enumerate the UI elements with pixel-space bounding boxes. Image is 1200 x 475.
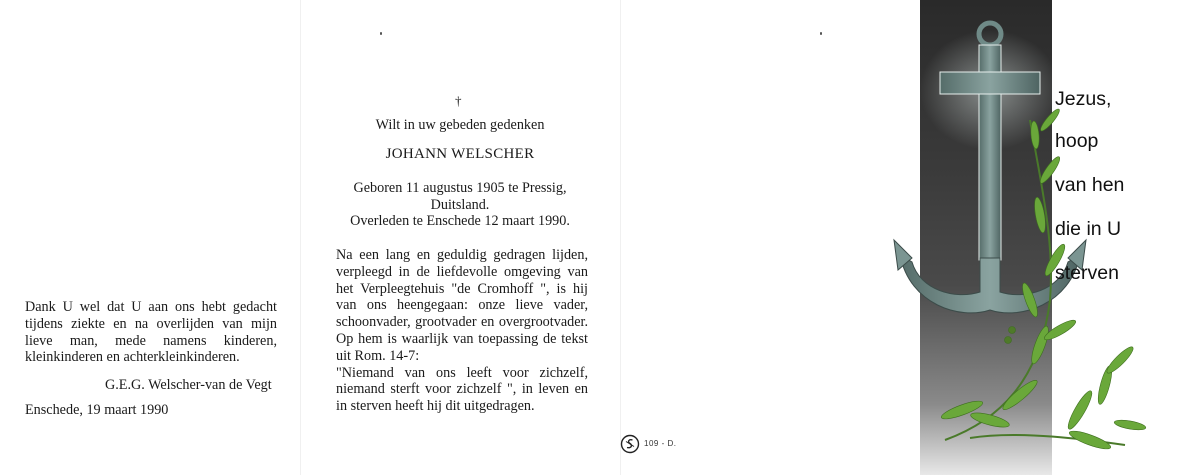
verse-line-1: Jezus, [1055, 88, 1112, 110]
publisher-code: 109 - D. [644, 439, 677, 448]
publisher-mark [620, 434, 677, 459]
left-panel-thanks [0, 0, 300, 475]
right-panel-illustration [620, 0, 1200, 475]
verse-line-3: van hen [1055, 174, 1125, 196]
verse-line-4: die in U [1055, 218, 1122, 240]
print-speck [820, 32, 822, 35]
deceased-name: JOHANN WELSCHER [385, 146, 535, 162]
born-line-2: Duitsland. [430, 196, 490, 213]
publisher-logo-icon [620, 434, 640, 454]
verse-line-5: sterven [1055, 262, 1119, 284]
thanks-text: Dank U wel dat U aan ons hebt gedacht tijdens ziekte en na overlijden van mijn lieve man, mede namens kinderen, kleinkinderen en achterkleinkinderen. [25, 299, 277, 366]
died-info: Overleden te Enschede 12 maart 1990. [350, 213, 570, 229]
verse-line-2: hoop [1055, 130, 1099, 152]
signature: G.E.G. Welscher-van de Vegt [105, 377, 272, 393]
narrative-text: Na een lang en geduldig gedragen lijden, verpleegd in de liefdevolle omgeving van het Verpleegtehuis "de Cromhoff ", is hij van ons heengegaan: onze lieve vader, schoonvader, grootvader en overgrootvader. Op hem is waarlijk van toepassing de tekst uit Rom. 14-7: [336, 247, 588, 364]
print-speck [380, 32, 382, 35]
place-date: Enschede, 19 maart 1990 [25, 402, 169, 418]
middle-panel-memorial [300, 0, 620, 475]
born-line-1: Geboren 11 augustus 1905 te Pressig, [353, 180, 567, 196]
born-info [300, 180, 620, 214]
narrative-block [336, 247, 588, 415]
cross-symbol: † [455, 93, 462, 108]
intro-text: Wilt in uw gebeden gedenken [375, 117, 545, 133]
quote-text: "Niemand van ons leeft voor zichzelf, niemand sterft voor zichzelf ", in leven en in sterven heeft hij dit uitgedragen. [336, 364, 588, 415]
cross-bar [940, 72, 1040, 94]
